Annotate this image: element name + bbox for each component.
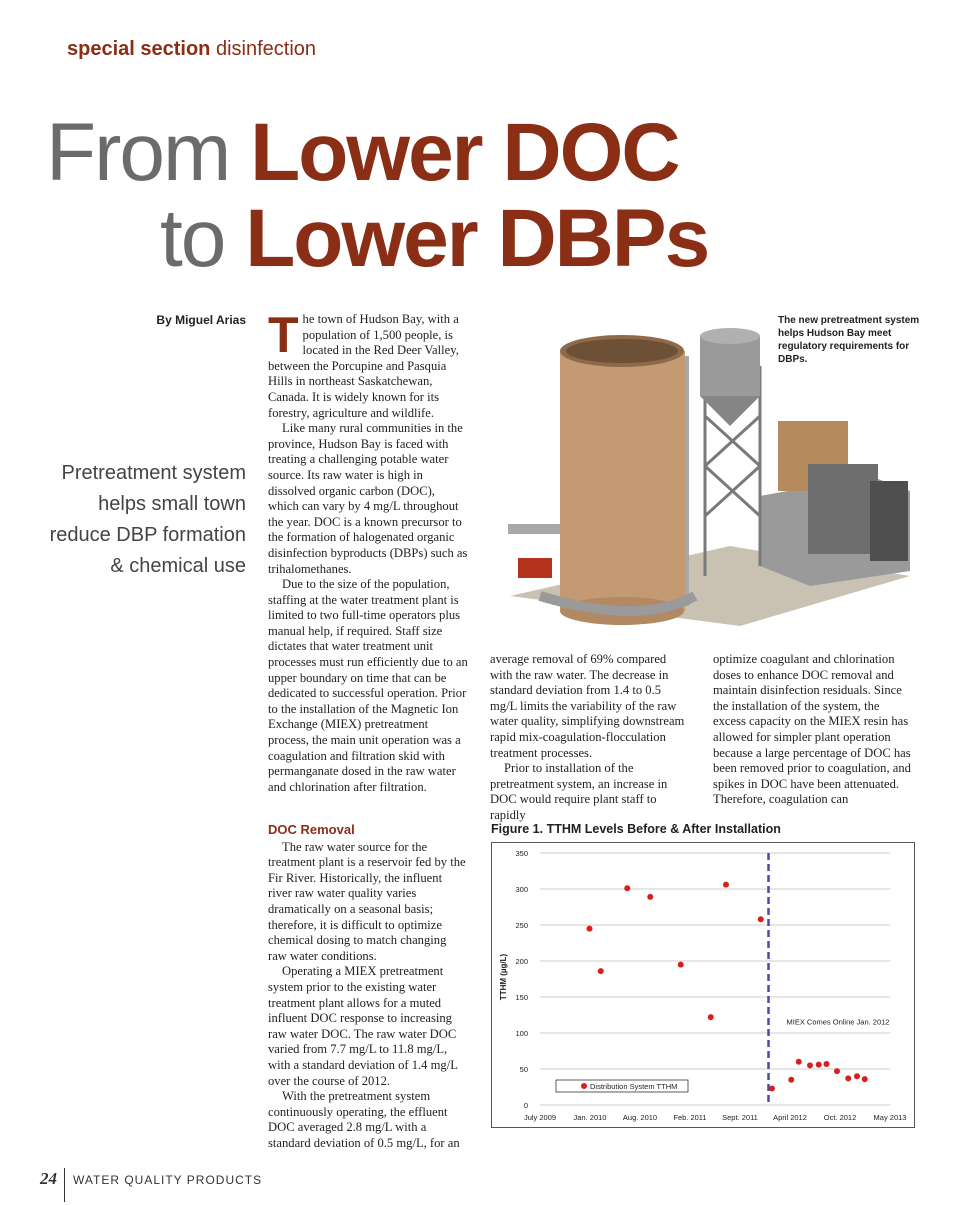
body-paragraph: The town of Hudson Bay, with a population of 1,500 people, is located in the Red Deer Valley, between the Porcupine and Pasquia Hills in northeast Saskatchewan, Canada. It is widely known for its forestry, agriculture and wildlife. [268, 307, 459, 420]
data-point [824, 1061, 830, 1067]
x-tick-label: July 2009 [523, 1113, 557, 1122]
body-paragraph: Prior to installation of the pretreatment system, an increase in DOC would require plant staff to rapidly [490, 761, 668, 822]
body-paragraph: Like many rural communities in the province, Hudson Bay is faced with treating a challenging potable water source. Its raw water is high in dissolved organic carbon (DOC), which can vary by 4 mg/L throughout the year. DOC is a known precursor to the formation of halogenated organic disinfection byproducts (DBPs) such as trihalomethanes. [268, 421, 468, 576]
data-point [862, 1076, 868, 1082]
body-column-1-lower [268, 822, 468, 1151]
data-point [624, 885, 630, 891]
y-tick-label: 50 [519, 1065, 528, 1074]
data-point [598, 968, 604, 974]
headline-lower-dbps: Lower DBPs [245, 193, 709, 284]
data-point [758, 916, 764, 922]
inlet-pipe [508, 524, 568, 534]
electrical-panel [870, 481, 908, 561]
data-point [678, 962, 684, 968]
footer-divider [64, 1168, 65, 1202]
subhead-doc-removal: DOC Removal [268, 822, 355, 837]
figure-title: Figure 1. TTHM Levels Before & After Installation [491, 822, 781, 836]
deck-line: & chemical use [110, 555, 246, 577]
x-tick-label: Aug. 2010 [622, 1113, 658, 1122]
section-tag-bold: special section [67, 38, 211, 60]
data-point [788, 1077, 794, 1083]
headline-line-1 [46, 107, 679, 198]
silo-top [700, 328, 760, 344]
data-point [807, 1062, 813, 1068]
data-point [834, 1068, 840, 1074]
headline-line-2 [160, 193, 709, 284]
data-point [845, 1075, 851, 1081]
tthm-chart-svg [492, 843, 914, 1127]
y-tick-label: 200 [515, 957, 528, 966]
data-point [587, 926, 593, 932]
body-paragraph: The raw water source for the treatment plant is a reservoir fed by the Fir River. Historically, the influent river raw water quality varies dramatically on a seasonal basis; therefore, it is difficult to optimize chemical dosing to match changing raw water conditions. [268, 839, 466, 963]
y-tick-label: 250 [515, 921, 528, 930]
x-tick-label: Jan. 2010 [573, 1113, 607, 1122]
legend-marker [581, 1083, 587, 1089]
y-tick-label: 300 [515, 885, 528, 894]
y-tick-label: 0 [523, 1101, 528, 1110]
body-column-1 [268, 307, 468, 795]
body-paragraph: average removal of 69% compared with the raw water. The decrease in standard deviation from 1.4 to 0.5 mg/L limits the variability of the raw water quality, simplifying downstream rapid mix-coagulation-flocculation treatment processes. [490, 652, 685, 760]
data-point [647, 894, 653, 900]
x-tick-label: Oct. 2012 [823, 1113, 857, 1122]
x-tick-label: April 2012 [773, 1113, 807, 1122]
data-point [796, 1059, 802, 1065]
deck-line: reduce DBP formation [49, 524, 246, 546]
tthm-chart [491, 842, 915, 1128]
headline-from: From [46, 107, 230, 198]
publication-name: WATER QUALITY PRODUCTS [73, 1173, 263, 1187]
x-tick-label: Sept. 2011 [722, 1113, 758, 1122]
contactor-tank [560, 351, 685, 611]
section-tag [67, 38, 316, 61]
body-paragraph: Operating a MIEX pretreatment system prior to the existing water treatment plant allows for a muted influent DOC response to increasing raw water DOC. The raw water DOC varied from 7.7 mg/L to 11.8 mg/L, with a standard deviation of 1.4 mg/L over the course of 2012. [268, 964, 458, 1088]
y-tick-label: 150 [515, 993, 528, 1002]
body-paragraph: optimize coagulant and chlorination doses to enhance DOC removal and maintain disinfection residuals. Since the installation of the system, the excess capacity on the MIEX resin has allowed for simpler plant operation because a large percentage of DOC has been removed prior to coagulation, and spikes in DOC have been attenuated. Therefore, coagulation can [713, 652, 911, 807]
y-tick-label: 350 [515, 849, 528, 858]
headline-lower-doc: Lower DOC [250, 107, 679, 198]
legend-label: Distribution System TTHM [590, 1082, 678, 1091]
data-point [854, 1073, 860, 1079]
body-column-3 [713, 652, 915, 808]
valve [518, 558, 552, 578]
body-column-2 [490, 652, 690, 824]
body-paragraph: Due to the size of the population, staffing at the water treatment plant is limited to two full-time operators plus manual help, if required. Staff size dictates that water treatment unit processes must run efficiently due to an upper boundary on time that can be dedicated to successful operation. Prior to the installation of the Magnetic Ion Exchange (MIEX) pretreatment process, the main unit operation was a coagulation and filtration skid with permanganate dosed in the raw water and chlorination after filtration. [268, 577, 468, 794]
x-tick-label: Feb. 2011 [673, 1113, 707, 1122]
data-point [769, 1085, 775, 1091]
annotation-miex-online: MIEX Comes Online Jan. 2012 [786, 1017, 890, 1027]
deck-line: Pretreatment system [61, 462, 246, 484]
headline-to: to [160, 193, 225, 284]
byline: By Miguel Arias [156, 313, 246, 327]
equipment-panel [808, 464, 878, 554]
image-caption: The new pretreatment system helps Hudson Bay meet regulatory requirements for DBPs. [778, 315, 920, 365]
x-tick-label: May 2013 [873, 1113, 907, 1122]
data-point [708, 1014, 714, 1020]
page-number: 24 [40, 1169, 57, 1188]
chemical-silo [700, 336, 760, 396]
data-point [723, 882, 729, 888]
body-paragraph: With the pretreatment system continuously operating, the effluent DOC averaged 2.8 mg/L with a standard deviation of 0.5 mg/L, for an [268, 1089, 460, 1150]
drop-cap: T [268, 307, 299, 363]
chart-legend [556, 1080, 688, 1092]
data-point [816, 1062, 822, 1068]
y-axis-label: TTHM (µg/L) [499, 953, 508, 1001]
section-tag-light: disinfection [215, 38, 317, 60]
y-tick-label: 100 [515, 1029, 528, 1038]
deck [20, 458, 246, 582]
deck-line: helps small town [98, 493, 246, 515]
page-footer [40, 1168, 262, 1202]
